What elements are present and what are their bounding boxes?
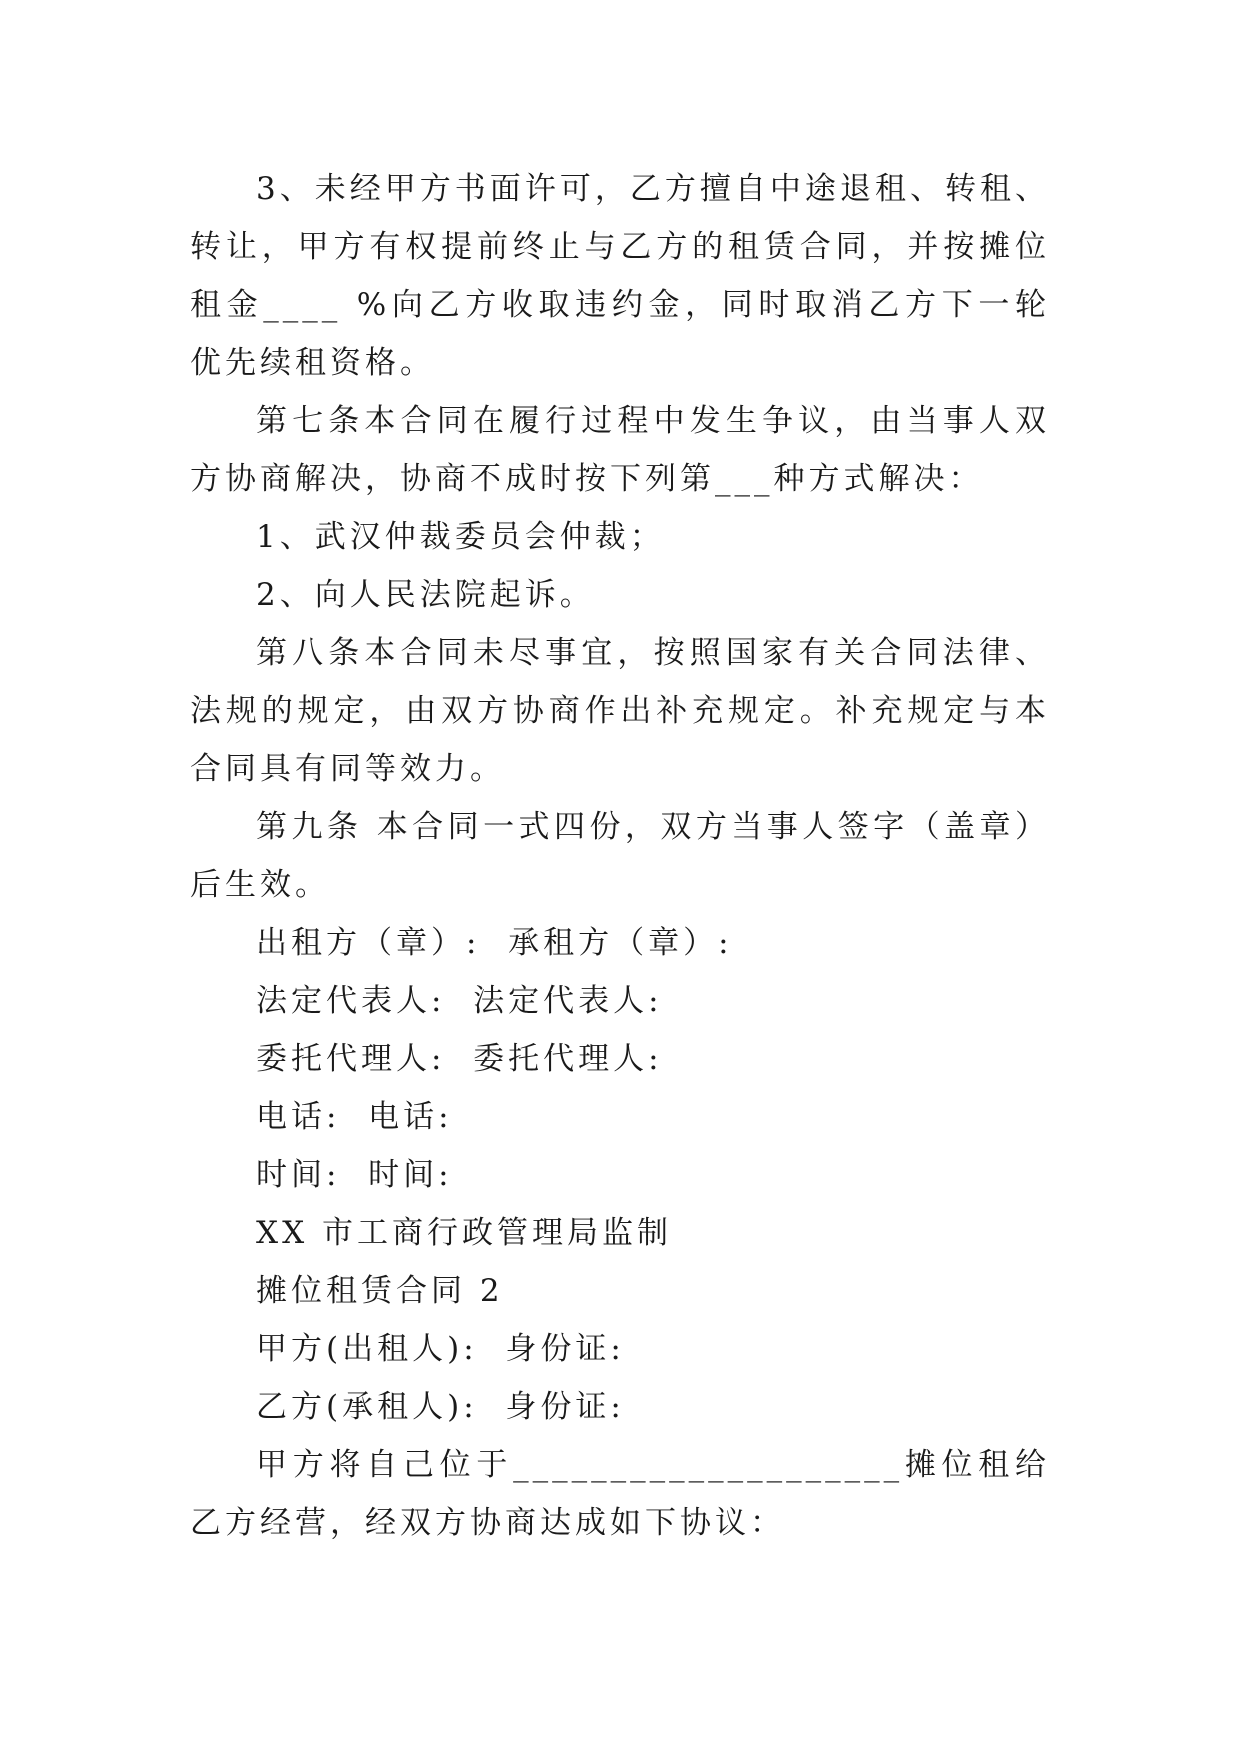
- contract-2-title: 摊位租赁合同 2: [256, 1273, 504, 1309]
- party-a-line: 甲方(出租人): 身份证:: [256, 1331, 625, 1367]
- supervisor-note: XX 市工商行政管理局监制: [256, 1215, 672, 1251]
- document-page: [190, 160, 1050, 1552]
- signature-line-parties: 出租方（章）: 承租方（章）:: [256, 925, 733, 961]
- article-7-dispute-resolution: 第七条本合同在履行过程中发生争议，由当事人双方协商解决，协商不成时按下列第___种方式解决：: [190, 403, 1050, 497]
- clause-3-early-termination: 3、未经甲方书面许可，乙方擅自中途退租、转租、转让，甲方有权提前终止与乙方的租赁合同，并按摊位租金____ %向乙方收取违约金，同时取消乙方下一轮优先续租资格。: [190, 171, 1050, 381]
- dispute-option-arbitration: 1、武汉仲裁委员会仲裁；: [256, 519, 665, 555]
- party-b-line: 乙方(承租人): 身份证:: [256, 1389, 625, 1425]
- signature-line-time: 时间: 时间:: [256, 1157, 453, 1193]
- article-8-supplementary: 第八条本合同未尽事宜，按照国家有关合同法律、法规的规定，由双方协商作出补充规定。补充规定与本合同具有同等效力。: [190, 635, 1050, 787]
- signature-line-agent: 委托代理人: 委托代理人:: [256, 1041, 663, 1077]
- article-9-copies: 第九条 本合同一式四份，双方当事人签字（盖章）后生效。: [190, 809, 1050, 903]
- signature-line-phone: 电话: 电话:: [256, 1099, 453, 1135]
- signature-line-legal-rep: 法定代表人: 法定代表人:: [256, 983, 663, 1019]
- contract-2-intro: 甲方将自己位于____________________摊位租给乙方经营，经双方协商达成如下协议：: [190, 1447, 1050, 1541]
- dispute-option-court: 2、向人民法院起诉。: [256, 577, 595, 613]
